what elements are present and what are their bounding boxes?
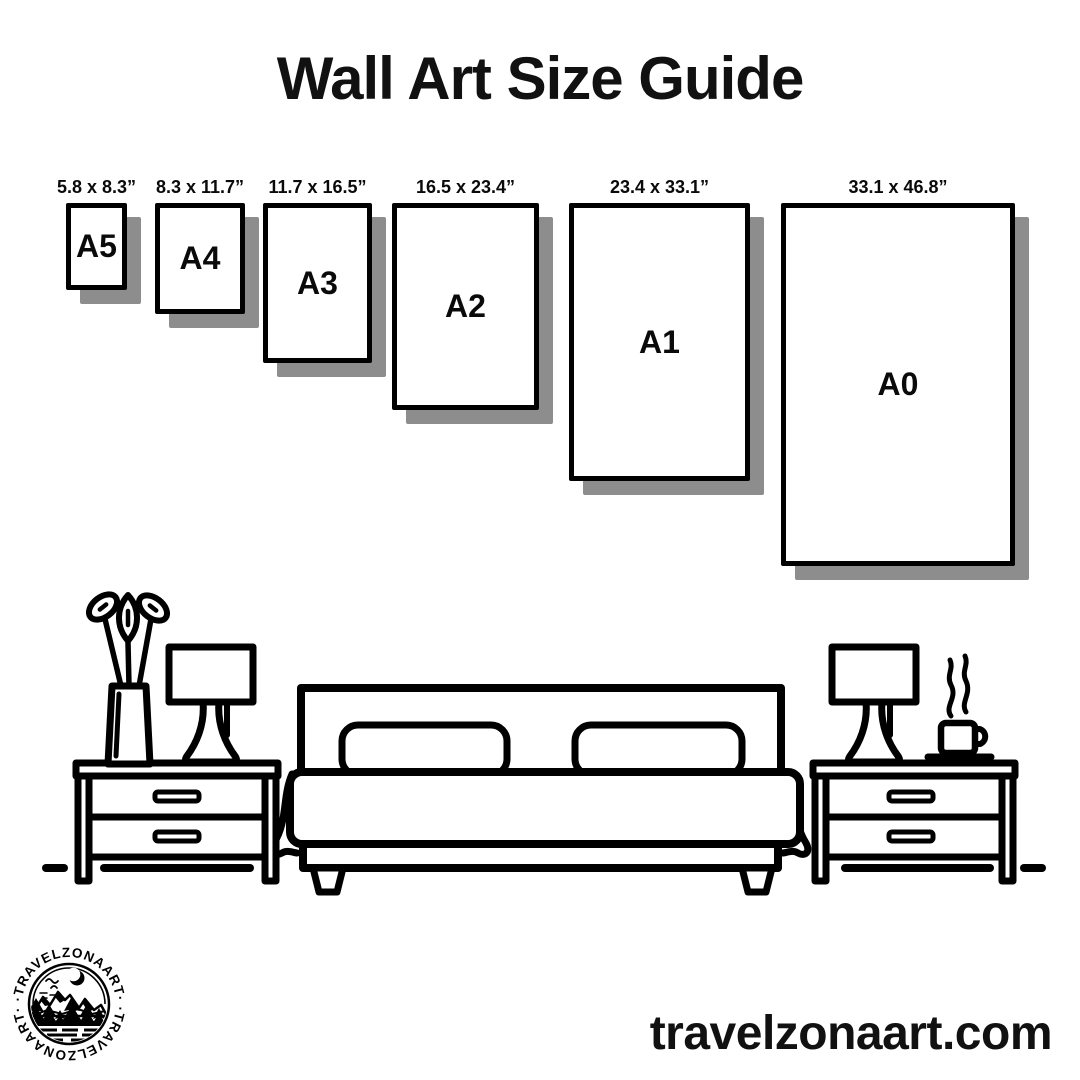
paper-a5-label: A5 — [76, 228, 117, 264]
vase-with-flowers — [84, 589, 172, 764]
paper-a5-dimensions: 5.8 x 8.3” — [56, 177, 137, 197]
table-lamp-right — [832, 647, 916, 762]
brand-logo — [2, 920, 142, 1080]
paper-a5 — [56, 177, 137, 290]
mattress — [290, 772, 800, 844]
table-lamp-left — [169, 647, 253, 762]
flower-stem — [139, 619, 151, 686]
paper-a2-label: A2 — [445, 288, 486, 324]
paper-a1-label: A1 — [639, 323, 680, 360]
pillow-left — [342, 725, 507, 775]
paper-a4-label: A4 — [179, 240, 221, 276]
bed-leg-right — [742, 868, 772, 892]
paper-a2 — [392, 177, 539, 410]
nightstand-left — [76, 763, 278, 881]
paper-a1-dimensions: 23.4 x 33.1” — [609, 177, 710, 197]
website-url: travelzonaart.com — [649, 1007, 1052, 1060]
paper-a0-dimensions: 33.1 x 46.8” — [848, 177, 948, 197]
bed-base — [303, 844, 778, 868]
flower-stem — [128, 643, 129, 686]
coffee-cup-with-steam — [928, 656, 991, 757]
nightstand-right — [813, 763, 1015, 881]
vase-highlight — [116, 694, 119, 756]
lamp-shade — [832, 647, 916, 702]
paper-a0 — [781, 177, 1015, 566]
paper-a3 — [263, 177, 372, 363]
logo-ring-text-bottom: ·TRAVELZONAART· — [10, 1005, 128, 1064]
paper-a3-dimensions: 11.7 x 16.5” — [268, 177, 367, 197]
steam — [949, 660, 953, 716]
logo-ring-text-top: ·TRAVELZONAART· — [10, 944, 128, 1003]
bed-leg-left — [313, 868, 343, 892]
paper-a0-label: A0 — [877, 366, 919, 402]
paper-a4-dimensions: 8.3 x 11.7” — [155, 177, 245, 197]
cup-body — [941, 723, 975, 753]
pillow-right — [575, 725, 742, 775]
bed — [272, 688, 808, 892]
paper-a1 — [569, 177, 750, 481]
paper-a3-label: A3 — [297, 264, 338, 301]
steam — [964, 656, 967, 712]
bedroom-illustration — [0, 585, 1080, 915]
paper-a2-dimensions: 16.5 x 23.4” — [415, 177, 516, 197]
paper-a4 — [155, 177, 245, 314]
lamp-shade — [169, 647, 253, 702]
page-title: Wall Art Size Guide — [276, 45, 804, 112]
